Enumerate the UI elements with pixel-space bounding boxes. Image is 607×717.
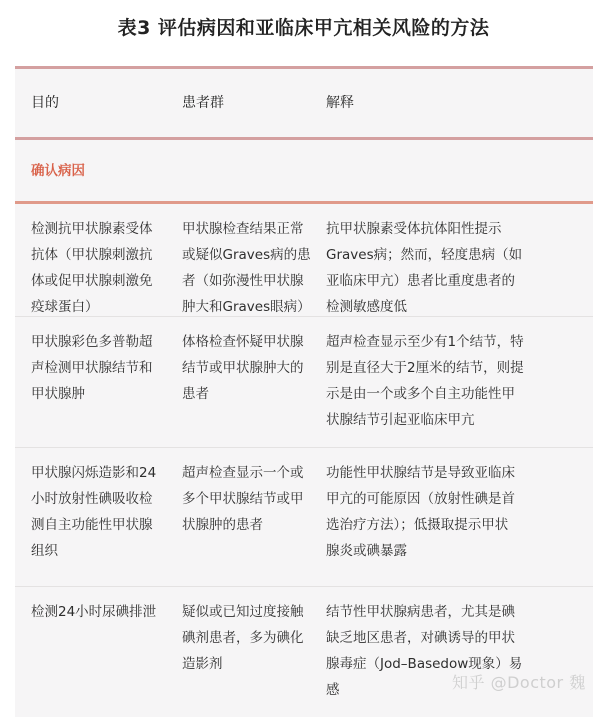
table-header-row: [15, 69, 593, 137]
cell-text: 亚临床甲亢）患者比重度患者的: [326, 273, 515, 289]
cell-text: 缺乏地区患者，对碘诱导的甲状: [326, 630, 515, 646]
cell-interpretation: [310, 329, 593, 447]
cell-text: 甲状腺彩色多普勒超: [31, 334, 153, 350]
cell-patients: [166, 599, 310, 717]
table-row: [15, 587, 593, 717]
cell-text: 多个甲状腺结节或甲: [182, 491, 304, 507]
cell-text: 甲状腺肿: [31, 386, 85, 402]
watermark: 知乎 @Doctor 魏: [452, 673, 586, 692]
cell-text: 结节或甲状腺肿大的: [182, 360, 304, 376]
cell-interpretation: [310, 460, 593, 586]
cell-text: 甲状腺检查结果正常: [182, 221, 304, 237]
cell-text: 小时放射性碘吸收检: [31, 491, 153, 507]
cell-text: 结节性甲状腺病患者，尤其是碘: [326, 604, 515, 620]
cell-text: 体格检查怀疑甲状腺: [182, 334, 304, 350]
cell-text: 感: [326, 682, 340, 698]
cell-text: 检测抗甲状腺素受体: [31, 221, 153, 237]
cell-text: 抗体（甲状腺刺激抗: [31, 247, 153, 263]
cell-text: 甲状腺闪烁造影和24: [31, 465, 157, 481]
cell-text: 肿大和Graves眼病）: [182, 299, 311, 315]
cell-text: 功能性甲状腺结节是导致亚临床: [326, 465, 515, 481]
cell-text: 声检测甲状腺结节和: [31, 360, 153, 376]
table-row: [15, 448, 593, 586]
section-label: 确认病因: [31, 162, 85, 179]
cell-patients: [166, 460, 310, 586]
cell-text: 组织: [31, 543, 58, 559]
table-title: 表3 评估病因和亚临床甲亢相关风险的方法: [117, 17, 490, 39]
cell-text: 碘剂患者，多为碘化: [182, 630, 304, 646]
cell-text: 或疑似Graves病的患: [182, 247, 311, 263]
cell-text: 测自主功能性甲状腺: [31, 517, 153, 533]
cell-text: 体或促甲状腺刺激免: [31, 273, 153, 289]
cell-text: 疑似或已知过度接触: [182, 604, 304, 620]
cell-purpose: [15, 460, 166, 586]
cell-purpose: [15, 216, 166, 316]
cell-text: 状腺肿的患者: [182, 517, 263, 533]
cell-patients: [166, 216, 310, 316]
cell-text: 超声检查显示一个或: [182, 465, 304, 481]
section-row: [15, 140, 593, 201]
cell-purpose: [15, 599, 166, 717]
table-row: [15, 317, 593, 447]
cell-text: 甲亢的可能原因（放射性碘是首: [326, 491, 515, 507]
cell-text: 腺毒症（Jod–Basedow现象）易: [326, 656, 523, 672]
header-interpretation: 解释: [326, 95, 354, 111]
cell-interpretation: [310, 599, 593, 717]
header-patients: 患者群: [182, 95, 224, 111]
cell-text: 示是由一个或多个自主功能性甲: [326, 386, 515, 402]
cell-text: 腺炎或碘暴露: [326, 543, 407, 559]
cell-text: 抗甲状腺素受体抗体阳性提示: [326, 221, 502, 237]
cell-text: 超声检查显示至少有1个结节，特: [326, 334, 524, 350]
cell-text: 选治疗方法）；低摄取提示甲状: [326, 517, 509, 533]
cell-text: 造影剂: [182, 656, 223, 672]
cell-text: 检测24小时尿碘排泄: [31, 604, 157, 620]
cell-text: 状腺结节引起亚临床甲亢: [326, 412, 475, 428]
cell-purpose: [15, 329, 166, 447]
cell-text: 检测敏感度低: [326, 299, 407, 315]
cell-interpretation: [310, 216, 593, 316]
table-row: [15, 204, 593, 316]
cell-text: 者（如弥漫性甲状腺: [182, 273, 304, 289]
header-purpose: 目的: [31, 95, 59, 111]
cell-text: 患者: [182, 386, 209, 402]
cell-patients: [166, 329, 310, 447]
cell-text: 疫球蛋白）: [31, 299, 99, 315]
methods-table: [15, 66, 593, 717]
cell-text: Graves病；然而，轻度患病（如: [326, 247, 523, 263]
cell-text: 别是直径大于2厘米的结节，则提: [326, 360, 524, 376]
